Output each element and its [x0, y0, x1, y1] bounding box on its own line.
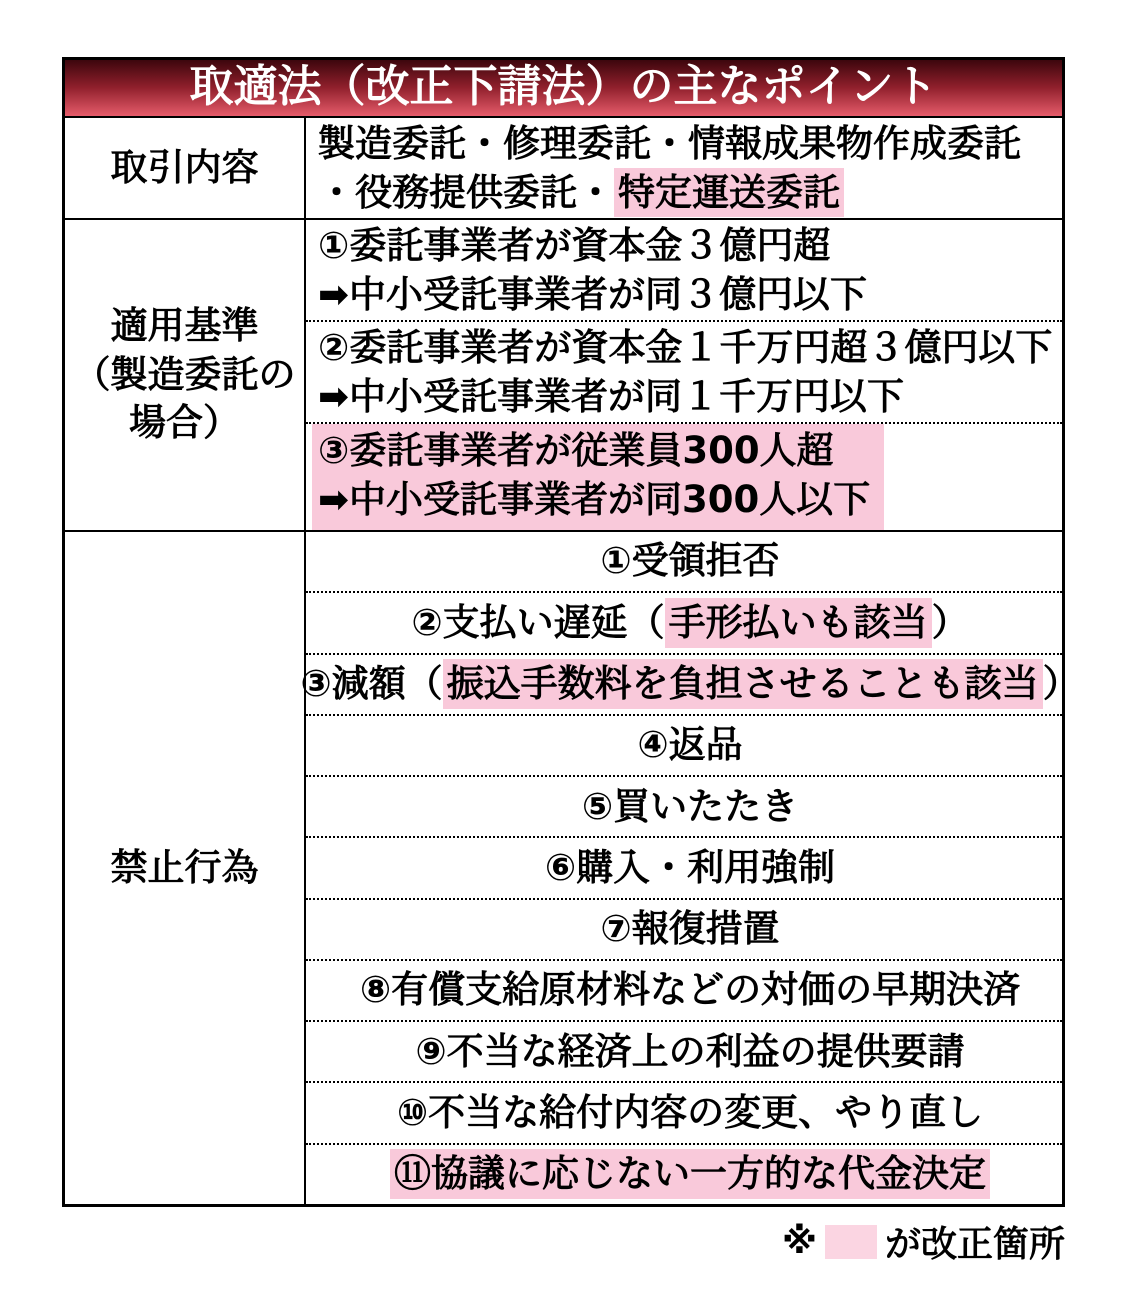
- prohibited-item-2-text: ②支払い遅延（: [411, 600, 665, 644]
- row-application-criteria: [65, 220, 1062, 532]
- criteria-item-3-line-1: ③委託事業者が従業員300人超: [318, 429, 834, 472]
- transaction-line-1-text: 製造委託・修理委託・情報成果物作成委託: [318, 122, 1021, 165]
- label-line-2: （製造委託の: [73, 352, 296, 396]
- criteria-item-2: [306, 320, 1062, 422]
- label-line-3: 場合）: [129, 401, 240, 445]
- prohibited-item-5: [306, 775, 1062, 836]
- row-prohibited-acts: [65, 532, 1080, 1204]
- label-text: 禁止行為: [110, 845, 259, 889]
- prohibited-item-3-suffix: ）: [1042, 661, 1080, 705]
- criteria-list: [306, 220, 1062, 530]
- prohibited-item-9-text: ⑨不当な経済上の利益の提供要請: [415, 1029, 965, 1073]
- transaction-line-2-highlight: 特定運送委託: [614, 168, 844, 217]
- prohibited-item-2: [306, 591, 1062, 652]
- transaction-line-1: [318, 119, 1062, 168]
- prohibited-item-7-text: ⑦報復措置: [600, 907, 780, 951]
- table-title-bar: [65, 60, 1062, 118]
- criteria-item-1-line-2: ➡中小受託事業者が同３億円以下: [318, 273, 868, 316]
- row-prohibited-acts-cell: [300, 532, 1080, 1204]
- criteria-item-1: [306, 220, 1062, 320]
- prohibited-item-8-text: ⑧有償支給原材料などの対価の早期決済: [359, 968, 1021, 1012]
- label-text: 取引内容: [110, 145, 259, 189]
- prohibited-item-7: [306, 898, 1062, 959]
- row-application-criteria-cell: [306, 220, 1062, 530]
- row-application-criteria-label: [65, 220, 306, 530]
- criteria-item-3: [306, 422, 1062, 530]
- prohibited-item-6-text: ⑥購入・利用強制: [544, 845, 836, 889]
- points-table: [62, 57, 1080, 1207]
- transaction-content-lines: [306, 118, 1062, 218]
- criteria-item-2-line-1: ②委託事業者が資本金１千万円超３億円以下: [318, 326, 1053, 369]
- prohibited-item-11: [306, 1143, 1062, 1204]
- label-line-1: 適用基準: [110, 303, 259, 347]
- criteria-item-3-line-2: ➡中小受託事業者が同300人以下: [318, 478, 871, 521]
- prohibited-item-3: [300, 653, 1080, 714]
- prohibited-item-4-text: ④返品: [637, 723, 743, 767]
- criteria-item-2-line-2: ➡中小受託事業者が同１千万円以下: [318, 375, 905, 418]
- row-prohibited-acts-label: [65, 532, 306, 1204]
- legend-note: [782, 1216, 1065, 1267]
- prohibited-acts-list: [300, 532, 1080, 1204]
- prohibited-item-9: [306, 1020, 1062, 1081]
- criteria-item-3-highlight: [312, 424, 884, 530]
- prohibited-item-6: [306, 836, 1062, 897]
- prohibited-item-3-text: ③減額（: [300, 661, 443, 705]
- prohibited-item-11-highlight: ⑪協議に応じない一方的な代金決定: [390, 1149, 990, 1199]
- prohibited-item-1-text: ①受領拒否: [600, 539, 780, 583]
- row-transaction-content-label: [65, 118, 306, 218]
- prohibited-item-8: [306, 959, 1062, 1020]
- criteria-item-1-line-1: ①委託事業者が資本金３億円超: [318, 224, 831, 267]
- row-transaction-content-cell: [306, 118, 1062, 218]
- prohibited-item-2-highlight: 手形払いも該当: [665, 598, 932, 648]
- prohibited-item-3-highlight: 振込手数料を負担させることも該当: [443, 659, 1043, 709]
- prohibited-item-1: [306, 532, 1062, 591]
- reference-mark: ※: [781, 1221, 817, 1262]
- legend-text: が改正箇所: [884, 1224, 1065, 1265]
- table-title: 取適法（改正下請法）の主なポイント: [189, 61, 938, 112]
- prohibited-item-2-suffix: ）: [931, 600, 969, 644]
- prohibited-item-4: [306, 714, 1062, 775]
- transaction-line-2-text: ・役務提供委託・: [318, 171, 614, 214]
- transaction-line-2: [318, 168, 1062, 217]
- row-transaction-content: [65, 118, 1062, 220]
- legend-color-swatch: [825, 1225, 877, 1259]
- prohibited-item-5-text: ⑤買いたたき: [581, 784, 799, 828]
- prohibited-item-10: [306, 1081, 1062, 1142]
- prohibited-item-10-text: ⑩不当な給付内容の変更、やり直し: [396, 1090, 984, 1134]
